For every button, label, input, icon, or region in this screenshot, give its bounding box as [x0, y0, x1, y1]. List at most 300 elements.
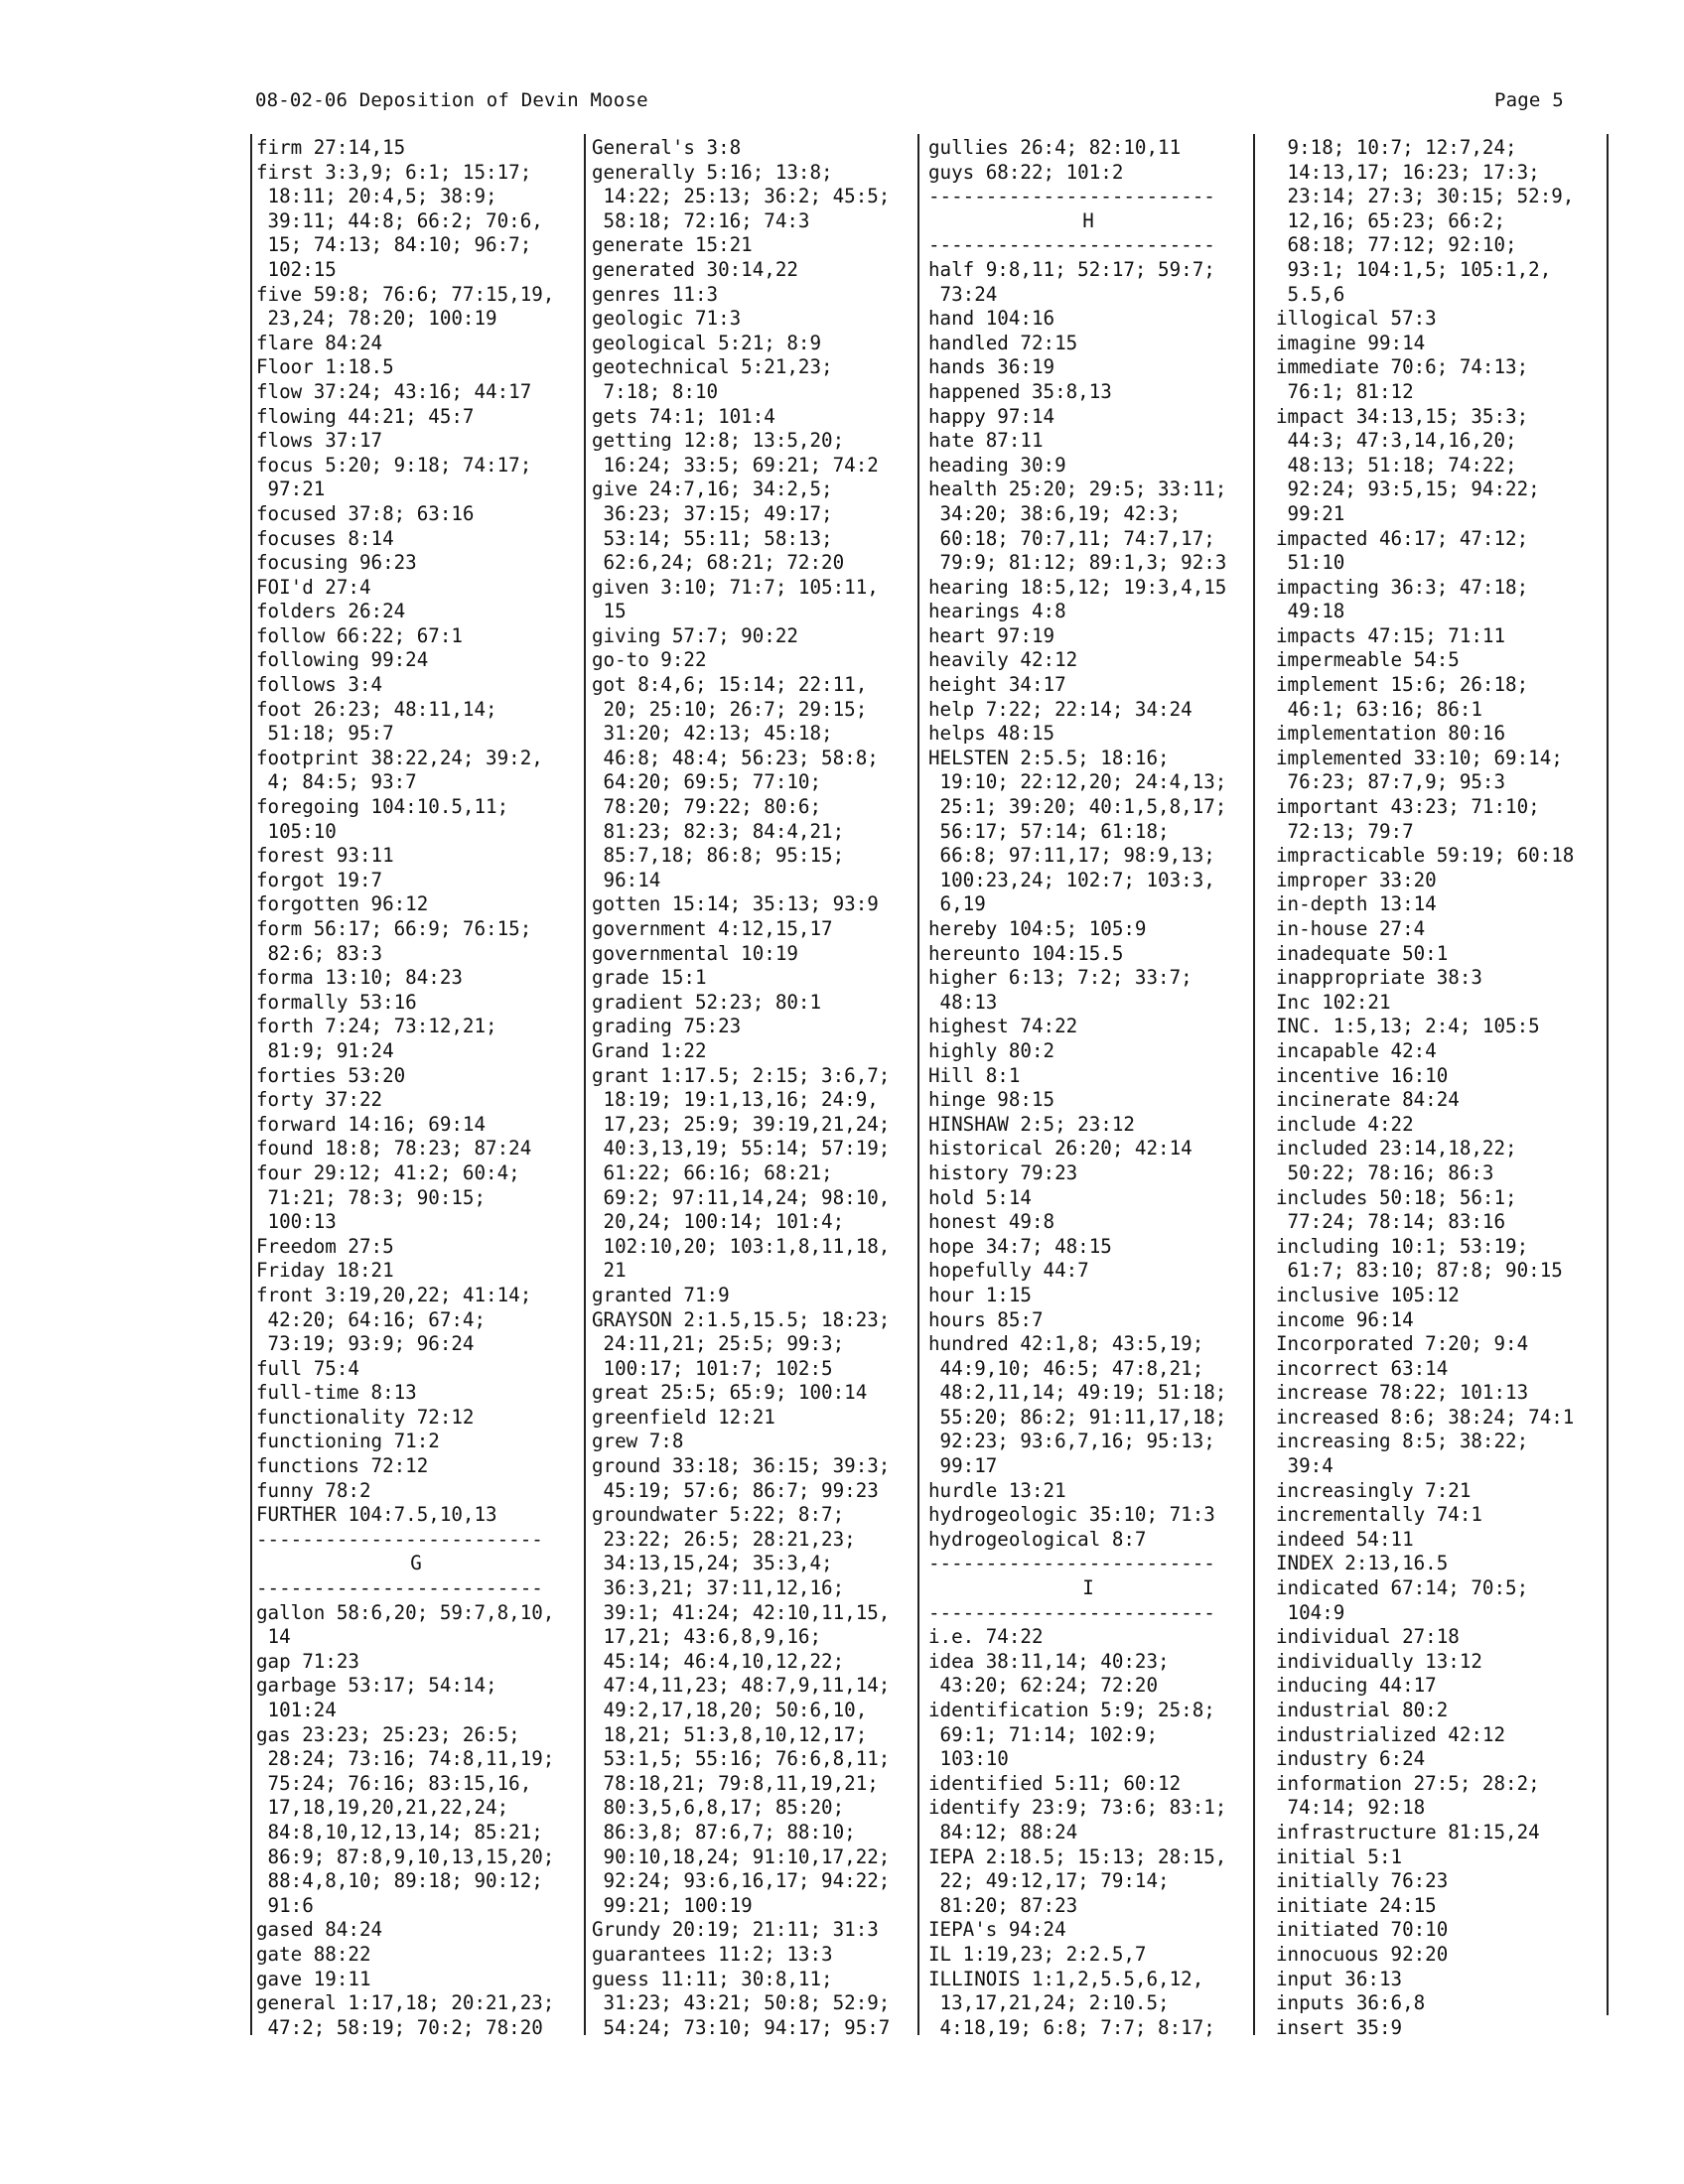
index-entry: 99:17 [928, 1454, 998, 1478]
index-entry: industrialized 42:12 [1276, 1722, 1506, 1746]
index-entry: gotten 15:14; 35:13; 93:9 [592, 892, 879, 916]
index-entry: form 56:17; 66:9; 76:15; [256, 917, 532, 940]
index-column-2 [592, 136, 912, 2040]
index-entry: 78:18,21; 79:8,11,19,21; [592, 1771, 879, 1795]
index-entry: first 3:3,9; 6:1; 15:17; [256, 160, 532, 184]
index-entry: 9:18; 10:7; 12:7,24; [1276, 136, 1517, 159]
index-entry: 51:18; 95:7 [256, 722, 394, 746]
index-entry: firm 27:14,15 [256, 136, 406, 159]
index-entry: 45:14; 46:4,10,12,22; [592, 1649, 845, 1673]
index-entry: 49:2,17,18,20; 50:6,10, [592, 1699, 868, 1721]
index-entry: GRAYSON 2:1.5,15.5; 18:23; [592, 1307, 891, 1331]
index-entry: found 18:8; 78:23; 87:24 [256, 1137, 532, 1160]
index-entry: i.e. 74:22 [928, 1625, 1044, 1649]
index-entry: gullies 26:4; 82:10,11 [928, 136, 1182, 159]
index-entry: gave 19:11 [256, 1967, 371, 1990]
index-entry: 34:20; 38:6,19; 42:3; [928, 501, 1182, 525]
index-entry: Freedom 27:5 [256, 1234, 394, 1258]
index-entry: Grand 1:22 [592, 1038, 707, 1062]
index-entry: initiated 70:10 [1276, 1918, 1449, 1942]
index-entry: forgot 19:7 [256, 868, 383, 891]
index-entry: 12,16; 65:23; 66:2; [1276, 208, 1506, 232]
index-entry: 13,17,21,24; 2:10.5; [928, 1991, 1170, 2015]
index-entry: 5.5,6 [1276, 282, 1345, 306]
index-entry: 56:17; 57:14; 61:18; [928, 819, 1170, 843]
index-entry: five 59:8; 76:6; 77:15,19, [256, 282, 555, 306]
index-entry: gate 88:22 [256, 1942, 371, 1966]
index-entry: government 4:12,15,17 [592, 917, 833, 940]
index-entry: footprint 38:22,24; 39:2, [256, 746, 543, 769]
index-entry: 92:24; 93:5,15; 94:22; [1276, 478, 1540, 501]
index-entry: hours 85:7 [928, 1307, 1044, 1331]
index-entry: increasingly 7:21 [1276, 1478, 1472, 1502]
index-entry: give 24:7,16; 34:2,5; [592, 478, 833, 501]
index-entry: impacted 46:17; 47:12; [1276, 526, 1529, 550]
index-entry: impracticable 59:19; 60:18 [1276, 844, 1575, 868]
index-entry: 17,21; 43:6,8,9,16; [592, 1625, 822, 1649]
index-entry: 53:1,5; 55:16; 76:6,8,11; [592, 1747, 891, 1771]
index-entry: 99:21 [1276, 501, 1345, 525]
index-entry: forma 13:10; 84:23 [256, 966, 463, 990]
index-entry: 75:24; 76:16; 83:15,16, [256, 1771, 532, 1795]
index-entry: 71:21; 78:3; 90:15; [256, 1185, 487, 1209]
index-entry: garbage 53:17; 54:14; [256, 1674, 497, 1698]
index-entry: forest 93:11 [256, 844, 394, 868]
index-entry: groundwater 5:22; 8:7; [592, 1503, 845, 1527]
index-entry: gas 23:23; 25:23; 26:5; [256, 1722, 520, 1746]
index-entry: go-to 9:22 [592, 648, 707, 672]
index-entry: 54:24; 73:10; 94:17; 95:7 [592, 2015, 891, 2039]
index-entry: 14 [256, 1625, 291, 1649]
index-entry: funny 78:2 [256, 1478, 371, 1502]
index-entry: honest 49:8 [928, 1210, 1055, 1234]
index-entry: FURTHER 104:7.5,10,13 [256, 1503, 497, 1527]
index-entry: hope 34:7; 48:15 [928, 1234, 1112, 1258]
index-entry: helps 48:15 [928, 722, 1055, 746]
index-entry: 78:20; 79:22; 80:6; [592, 795, 822, 819]
index-entry: 6,19 [928, 892, 986, 916]
index-entry: forgotten 96:12 [256, 892, 429, 916]
index-entry: incinerate 84:24 [1276, 1088, 1460, 1112]
index-entry: 93:1; 104:1,5; 105:1,2, [1276, 257, 1552, 281]
index-entry: functioning 71:2 [256, 1430, 440, 1453]
index-entry: increased 8:6; 38:24; 74:1 [1276, 1405, 1575, 1429]
index-entry: getting 12:8; 13:5,20; [592, 429, 845, 453]
index-entry: hearings 4:8 [928, 600, 1066, 623]
index-entry: history 79:23 [928, 1160, 1078, 1184]
index-entry: 101:24 [256, 1699, 337, 1721]
index-entry: Friday 18:21 [256, 1259, 394, 1283]
index-entry: HELSTEN 2:5.5; 18:16; [928, 746, 1170, 769]
page-number: Page 5 [1494, 89, 1564, 111]
index-entry: 20,24; 100:14; 101:4; [592, 1210, 845, 1234]
index-entry: 64:20; 69:5; 77:10; [592, 770, 822, 794]
index-entry: 4:18,19; 6:8; 7:7; 8:17; [928, 2015, 1215, 2039]
index-entry: imagine 99:14 [1276, 331, 1426, 354]
index-entry: hold 5:14 [928, 1185, 1032, 1209]
index-entry: General's 3:8 [592, 136, 742, 159]
index-entry: 14:13,17; 16:23; 17:3; [1276, 160, 1540, 184]
index-entry: greenfield 12:21 [592, 1405, 775, 1429]
index-entry: focused 37:8; 63:16 [256, 501, 475, 525]
index-entry: 40:3,13,19; 55:14; 57:19; [592, 1137, 891, 1160]
index-entry: focuses 8:14 [256, 526, 394, 550]
index-entry: 76:1; 81:12 [1276, 379, 1414, 403]
index-entry: 104:9 [1276, 1600, 1345, 1624]
index-entry: grant 1:17.5; 2:15; 3:6,7; [592, 1063, 891, 1087]
index-entry: individual 27:18 [1276, 1625, 1460, 1649]
index-entry: 86:3,8; 87:6,7; 88:10; [592, 1820, 856, 1843]
index-entry: 81:20; 87:23 [928, 1893, 1078, 1917]
index-entry: in-house 27:4 [1276, 917, 1426, 940]
index-entry: hundred 42:1,8; 43:5,19; [928, 1332, 1204, 1356]
index-entry: 74:14; 92:18 [1276, 1796, 1426, 1820]
index-entry: 17,18,19,20,21,22,24; [256, 1796, 509, 1820]
index-entry: guys 68:22; 101:2 [928, 160, 1124, 184]
index-entry: forward 14:16; 69:14 [256, 1112, 487, 1136]
index-entry: happy 97:14 [928, 404, 1055, 428]
section-letter: I [1082, 1576, 1094, 1600]
index-entry: initiate 24:15 [1276, 1893, 1437, 1917]
index-entry: ground 33:18; 36:15; 39:3; [592, 1454, 891, 1478]
index-entry: functions 72:12 [256, 1454, 429, 1478]
index-entry: 80:3,5,6,8,17; 85:20; [592, 1796, 845, 1820]
index-entry: 100:13 [256, 1210, 337, 1234]
index-entry: 62:6,24; 68:21; 72:20 [592, 551, 845, 575]
index-entry: forty 37:22 [256, 1088, 383, 1112]
index-entry: 18:19; 19:1,13,16; 24:9, [592, 1088, 879, 1112]
index-entry: geotechnical 5:21,23; [592, 355, 833, 379]
index-entry: formally 53:16 [256, 990, 417, 1014]
index-entry: 20; 25:10; 26:7; 29:15; [592, 697, 868, 721]
index-entry: hopefully 44:7 [928, 1259, 1089, 1283]
index-entry: 24:11,21; 25:5; 99:3; [592, 1332, 845, 1356]
index-entry: 60:18; 70:7,11; 74:7,17; [928, 526, 1215, 550]
index-column-4 [1276, 136, 1599, 2040]
index-entry: hinge 98:15 [928, 1088, 1055, 1112]
index-entry: 84:12; 88:24 [928, 1820, 1078, 1843]
index-entry: incentive 16:10 [1276, 1063, 1449, 1087]
column-rule-3 [1253, 134, 1255, 2035]
index-entry: folders 26:24 [256, 600, 406, 623]
index-entry: incapable 42:4 [1276, 1038, 1437, 1062]
index-entry: forties 53:20 [256, 1063, 406, 1087]
index-entry: 76:23; 87:7,9; 95:3 [1276, 770, 1506, 794]
column-rule-1 [584, 134, 586, 2035]
index-entry: 19:10; 22:12,20; 24:4,13; [928, 770, 1227, 794]
index-entry: 69:2; 97:11,14,24; 98:10, [592, 1185, 891, 1209]
index-entry: information 27:5; 28:2; [1276, 1771, 1540, 1795]
index-entry: immediate 70:6; 74:13; [1276, 355, 1529, 379]
index-entry: 18:11; 20:4,5; 38:9; [256, 185, 497, 208]
letter-separator: ------------------------- [928, 233, 1215, 257]
index-entry: geologic 71:3 [592, 307, 742, 331]
index-entry: grading 75:23 [592, 1015, 742, 1038]
column-rule-left [250, 134, 252, 2035]
index-entry: impact 34:13,15; 35:3; [1276, 404, 1529, 428]
index-entry: 25:1; 39:20; 40:1,5,8,17; [928, 795, 1227, 819]
index-entry: 23,24; 78:20; 100:19 [256, 307, 497, 331]
index-entry: 50:22; 78:16; 86:3 [1276, 1160, 1494, 1184]
index-entry: granted 71:9 [592, 1283, 730, 1306]
index-entry: height 34:17 [928, 673, 1066, 697]
letter-separator: ------------------------- [928, 1600, 1215, 1624]
index-entry: hydrogeologic 35:10; 71:3 [928, 1503, 1215, 1527]
index-entry: implement 15:6; 26:18; [1276, 673, 1529, 697]
index-entry: 44:9,10; 46:5; 47:8,21; [928, 1356, 1204, 1380]
index-entry: innocuous 92:20 [1276, 1942, 1449, 1966]
index-entry: identified 5:11; 60:12 [928, 1771, 1182, 1795]
index-entry: 92:23; 93:6,7,16; 95:13; [928, 1430, 1215, 1453]
index-entry: important 43:23; 71:10; [1276, 795, 1540, 819]
index-entry: IEPA's 94:24 [928, 1918, 1066, 1942]
index-entry: grade 15:1 [592, 966, 707, 990]
index-entry: follow 66:22; 67:1 [256, 623, 463, 647]
index-entry: 96:14 [592, 868, 661, 891]
index-entry: half 9:8,11; 52:17; 59:7; [928, 257, 1215, 281]
index-entry: following 99:24 [256, 648, 429, 672]
index-entry: hands 36:19 [928, 355, 1055, 379]
index-entry: 49:18 [1276, 600, 1345, 623]
index-entry: improper 33:20 [1276, 868, 1437, 891]
index-entry: 15 [592, 600, 627, 623]
section-letter: G [410, 1552, 422, 1575]
index-entry: 68:18; 77:12; 92:10; [1276, 233, 1517, 257]
index-entry: 42:20; 64:16; 67:4; [256, 1307, 487, 1331]
index-entry: hearing 18:5,12; 19:3,4,15 [928, 575, 1227, 599]
index-entry: 92:24; 93:6,16,17; 94:22; [592, 1869, 891, 1893]
index-entry: 39:11; 44:8; 66:2; 70:6, [256, 208, 543, 232]
index-entry: highly 80:2 [928, 1038, 1055, 1062]
index-entry: inappropriate 38:3 [1276, 966, 1482, 990]
index-entry: genres 11:3 [592, 282, 719, 306]
index-entry: 28:24; 73:16; 74:8,11,19; [256, 1747, 555, 1771]
index-entry: gradient 52:23; 80:1 [592, 990, 822, 1014]
index-entry: heart 97:19 [928, 623, 1055, 647]
index-entry: 47:2; 58:19; 70:2; 78:20 [256, 2015, 543, 2039]
index-entry: 7:18; 8:10 [592, 379, 719, 403]
index-entry: 77:24; 78:14; 83:16 [1276, 1210, 1506, 1234]
index-entry: 105:10 [256, 819, 337, 843]
index-entry: got 8:4,6; 15:14; 22:11, [592, 673, 868, 697]
index-entry: 48:13; 51:18; 74:22; [1276, 453, 1517, 477]
index-entry: idea 38:11,14; 40:23; [928, 1649, 1170, 1673]
deposition-title: 08-02-06 Deposition of Devin Moose [255, 89, 648, 111]
index-entry: indicated 67:14; 70:5; [1276, 1576, 1529, 1600]
index-entry: 14:22; 25:13; 36:2; 45:5; [592, 185, 891, 208]
letter-separator: ------------------------- [928, 185, 1215, 208]
index-entry: functionality 72:12 [256, 1405, 475, 1429]
index-entry: 43:20; 62:24; 72:20 [928, 1674, 1159, 1698]
index-entry: identify 23:9; 73:6; 83:1; [928, 1796, 1227, 1820]
index-entry: 48:13 [928, 990, 998, 1014]
index-entry: 51:10 [1276, 551, 1345, 575]
index-entry: great 25:5; 65:9; 100:14 [592, 1381, 868, 1405]
index-entry: guess 11:11; 30:8,11; [592, 1967, 833, 1990]
index-entry: 18,21; 51:3,8,10,12,17; [592, 1722, 868, 1746]
index-entry: foot 26:23; 48:11,14; [256, 697, 497, 721]
index-entry: IEPA 2:18.5; 15:13; 28:15, [928, 1844, 1227, 1868]
index-entry: guarantees 11:2; 13:3 [592, 1942, 833, 1966]
index-entry: insert 35:9 [1276, 2015, 1403, 2039]
index-entry: Grundy 20:19; 21:11; 31:3 [592, 1918, 879, 1942]
index-entry: giving 57:7; 90:22 [592, 623, 798, 647]
index-entry: individually 13:12 [1276, 1649, 1482, 1673]
index-entry: geological 5:21; 8:9 [592, 331, 822, 354]
index-entry: 81:9; 91:24 [256, 1038, 394, 1062]
index-entry: follows 3:4 [256, 673, 383, 697]
index-entry: generated 30:14,22 [592, 257, 798, 281]
index-entry: handled 72:15 [928, 331, 1078, 354]
letter-separator: ------------------------- [928, 1552, 1215, 1575]
index-entry: 4; 84:5; 93:7 [256, 770, 417, 794]
index-entry: heading 30:9 [928, 453, 1066, 477]
index-entry: 100:23,24; 102:7; 103:3, [928, 868, 1215, 891]
index-entry: inducing 44:17 [1276, 1674, 1437, 1698]
index-entry: input 36:13 [1276, 1967, 1403, 1990]
index-entry: highest 74:22 [928, 1015, 1078, 1038]
index-entry: flows 37:17 [256, 429, 383, 453]
index-entry: infrastructure 81:15,24 [1276, 1820, 1540, 1843]
index-entry: gased 84:24 [256, 1918, 383, 1942]
index-entry: happened 35:8,13 [928, 379, 1112, 403]
index-entry: 36:23; 37:15; 49:17; [592, 501, 833, 525]
column-rule-2 [917, 134, 919, 2035]
index-entry: focusing 96:23 [256, 551, 417, 575]
index-entry: 82:6; 83:3 [256, 941, 383, 965]
section-letter: H [1082, 208, 1094, 232]
index-entry: 39:1; 41:24; 42:10,11,15, [592, 1600, 891, 1624]
index-entry: 73:24 [928, 282, 998, 306]
index-entry: INDEX 2:13,16.5 [1276, 1552, 1449, 1575]
index-entry: flare 84:24 [256, 331, 383, 354]
index-entry: 97:21 [256, 478, 326, 501]
index-entry: including 10:1; 53:19; [1276, 1234, 1529, 1258]
index-entry: higher 6:13; 7:2; 33:7; [928, 966, 1193, 990]
index-entry: 47:4,11,23; 48:7,9,11,14; [592, 1674, 891, 1698]
index-entry: 17,23; 25:9; 39:19,21,24; [592, 1112, 891, 1136]
index-entry: 84:8,10,12,13,14; 85:21; [256, 1820, 543, 1843]
index-entry: four 29:12; 41:2; 60:4; [256, 1160, 520, 1184]
index-entry: hour 1:15 [928, 1283, 1032, 1306]
index-entry: Incorporated 7:20; 9:4 [1276, 1332, 1529, 1356]
index-entry: full 75:4 [256, 1356, 359, 1380]
index-entry: given 3:10; 71:7; 105:11, [592, 575, 879, 599]
index-entry: 36:3,21; 37:11,12,16; [592, 1576, 845, 1600]
letter-separator: ------------------------- [256, 1527, 543, 1551]
index-entry: 100:17; 101:7; 102:5 [592, 1356, 833, 1380]
index-entry: governmental 10:19 [592, 941, 798, 965]
index-entry: 16:24; 33:5; 69:21; 74:2 [592, 453, 879, 477]
index-entry: 45:19; 57:6; 86:7; 99:23 [592, 1478, 879, 1502]
index-entry: heavily 42:12 [928, 648, 1078, 672]
index-entry: industrial 80:2 [1276, 1699, 1449, 1721]
index-entry: inputs 36:6,8 [1276, 1991, 1426, 2015]
index-entry: industry 6:24 [1276, 1747, 1426, 1771]
index-entry: help 7:22; 22:14; 34:24 [928, 697, 1193, 721]
index-entry: 61:7; 83:10; 87:8; 90:15 [1276, 1259, 1563, 1283]
index-entry: 69:1; 71:14; 102:9; [928, 1722, 1159, 1746]
index-entry: income 96:14 [1276, 1307, 1414, 1331]
index-entry: health 25:20; 29:5; 33:11; [928, 478, 1227, 501]
index-entry: implemented 33:10; 69:14; [1276, 746, 1563, 769]
index-entry: grew 7:8 [592, 1430, 684, 1453]
index-entry: initially 76:23 [1276, 1869, 1449, 1893]
index-entry: 103:10 [928, 1747, 1009, 1771]
index-entry: inclusive 105:12 [1276, 1283, 1460, 1306]
index-entry: identification 5:9; 25:8; [928, 1699, 1215, 1721]
index-entry: general 1:17,18; 20:21,23; [256, 1991, 555, 2015]
index-entry: full-time 8:13 [256, 1381, 417, 1405]
index-entry: generate 15:21 [592, 233, 753, 257]
index-entry: 53:14; 55:11; 58:13; [592, 526, 833, 550]
index-entry: included 23:14,18,22; [1276, 1137, 1517, 1160]
index-entry: implementation 80:16 [1276, 722, 1506, 746]
index-entry: 66:8; 97:11,17; 98:9,13; [928, 844, 1215, 868]
index-entry: 15; 74:13; 84:10; 96:7; [256, 233, 532, 257]
index-entry: incorrect 63:14 [1276, 1356, 1449, 1380]
index-entry: 86:9; 87:8,9,10,13,15,20; [256, 1844, 555, 1868]
index-entry: increasing 8:5; 38:22; [1276, 1430, 1529, 1453]
index-entry: 72:13; 79:7 [1276, 819, 1414, 843]
index-entry: 44:3; 47:3,14,16,20; [1276, 429, 1517, 453]
index-entry: 34:13,15,24; 35:3,4; [592, 1552, 833, 1575]
index-entry: 61:22; 66:16; 68:21; [592, 1160, 833, 1184]
index-entry: hate 87:11 [928, 429, 1044, 453]
index-entry: focus 5:20; 9:18; 74:17; [256, 453, 532, 477]
index-entry: 39:4 [1276, 1454, 1333, 1478]
index-entry: 91:6 [256, 1893, 314, 1917]
index-entry: incrementally 74:1 [1276, 1503, 1482, 1527]
index-entry: inadequate 50:1 [1276, 941, 1449, 965]
index-entry: 81:23; 82:3; 84:4,21; [592, 819, 845, 843]
index-entry: hand 104:16 [928, 307, 1055, 331]
index-entry: INC. 1:5,13; 2:4; 105:5 [1276, 1015, 1540, 1038]
index-entry: 79:9; 81:12; 89:1,3; 92:3 [928, 551, 1227, 575]
index-entry: IL 1:19,23; 2:2.5,7 [928, 1942, 1147, 1966]
index-entry: gets 74:1; 101:4 [592, 404, 775, 428]
index-entry: 88:4,8,10; 89:18; 90:12; [256, 1869, 543, 1893]
index-entry: 55:20; 86:2; 91:11,17,18; [928, 1405, 1227, 1429]
index-entry: 21 [592, 1259, 627, 1283]
index-entry: hurdle 13:21 [928, 1478, 1066, 1502]
index-entry: flowing 44:21; 45:7 [256, 404, 475, 428]
index-entry: 102:10,20; 103:1,8,11,18, [592, 1234, 891, 1258]
index-entry: Inc 102:21 [1276, 990, 1391, 1014]
index-entry: gallon 58:6,20; 59:7,8,10, [256, 1600, 555, 1624]
index-entry: 58:18; 72:16; 74:3 [592, 208, 810, 232]
index-entry: forth 7:24; 73:12,21; [256, 1015, 497, 1038]
index-entry: FOI'd 27:4 [256, 575, 371, 599]
index-entry: 23:22; 26:5; 28:21,23; [592, 1527, 856, 1551]
index-entry: impacting 36:3; 47:18; [1276, 575, 1529, 599]
index-entry: indeed 54:11 [1276, 1527, 1414, 1551]
index-entry: gap 71:23 [256, 1649, 359, 1673]
index-entry: 99:21; 100:19 [592, 1893, 753, 1917]
index-entry: HINSHAW 2:5; 23:12 [928, 1112, 1135, 1136]
index-entry: 46:1; 63:16; 86:1 [1276, 697, 1482, 721]
index-entry: hereby 104:5; 105:9 [928, 917, 1147, 940]
index-entry: front 3:19,20,22; 41:14; [256, 1283, 532, 1306]
index-entry: 23:14; 27:3; 30:15; 52:9, [1276, 185, 1575, 208]
index-entry: 46:8; 48:4; 56:23; 58:8; [592, 746, 879, 769]
index-entry: generally 5:16; 13:8; [592, 160, 833, 184]
index-entry: include 4:22 [1276, 1112, 1414, 1136]
index-entry: ILLINOIS 1:1,2,5.5,6,12, [928, 1967, 1204, 1990]
index-entry: 48:2,11,14; 49:19; 51:18; [928, 1381, 1227, 1405]
index-entry: hereunto 104:15.5 [928, 941, 1124, 965]
index-entry: flow 37:24; 43:16; 44:17 [256, 379, 532, 403]
